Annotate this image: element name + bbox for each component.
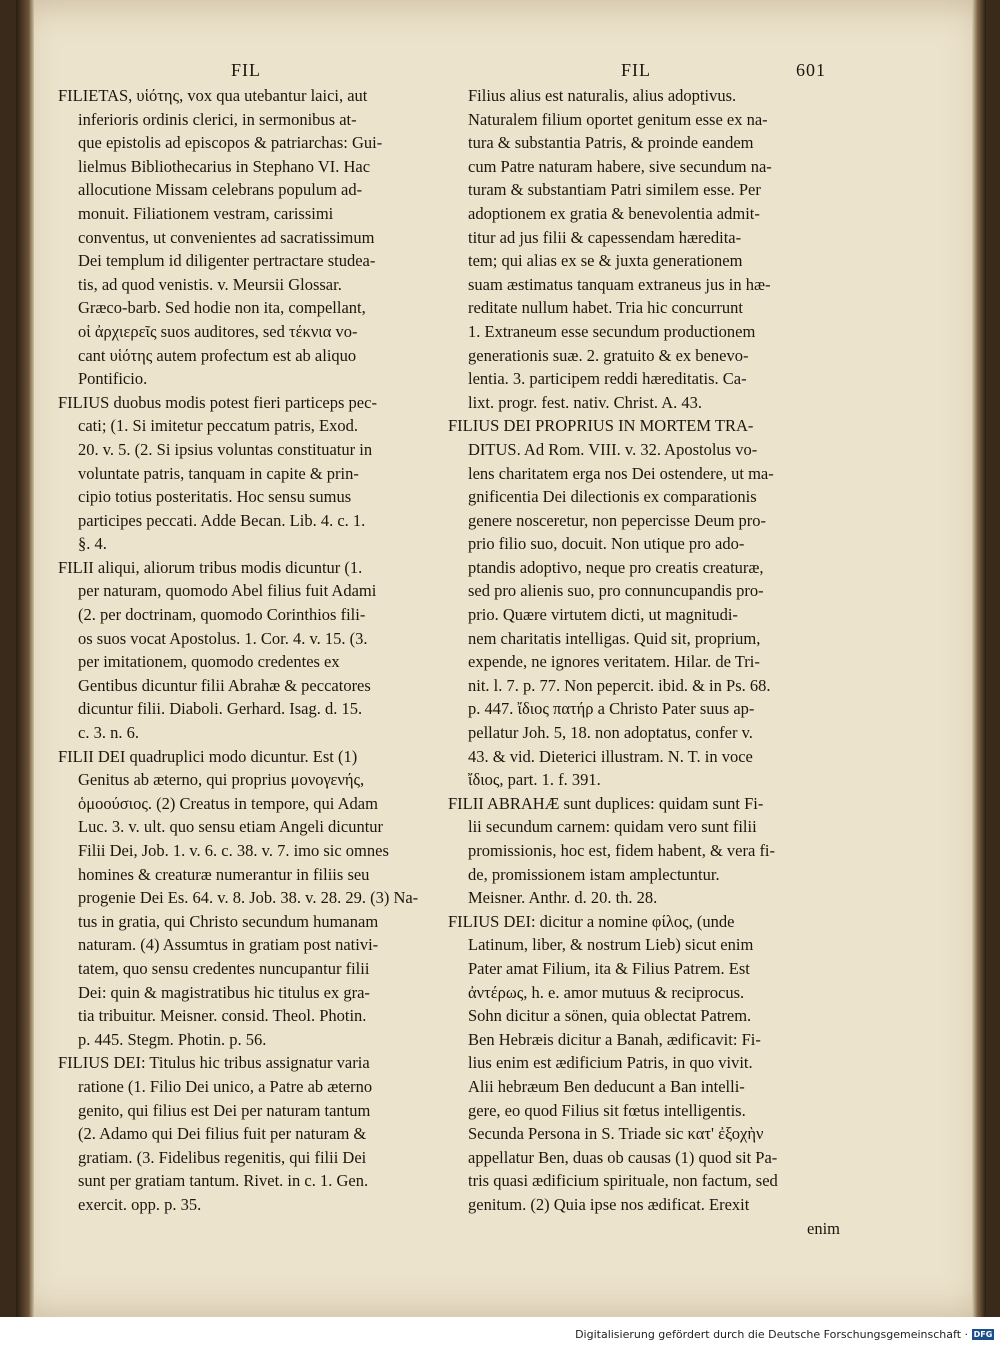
text-line: Alii hebræum Ben deducunt a Ban intelli-: [468, 1076, 745, 1096]
right-column: [448, 84, 840, 1240]
text-line: Græco-barb. Sed hodie non ita, compellant,: [78, 298, 366, 318]
text-line: Latinum, liber, & nostrum Lieb) sicut enim: [468, 935, 754, 955]
text-line: 43. & vid. Dieterici illustram. N. T. in voce: [468, 746, 753, 766]
text-line: (2. per doctrinam, quomodo Corinthios fili-: [78, 605, 366, 625]
footer-text: Digitalisierung gefördert durch die Deutsche Forschungsgemeinschaft ·: [575, 1328, 968, 1341]
text-line: Gentibus dicuntur filii Abrahæ & peccatores: [78, 675, 371, 695]
page-number: 601: [796, 60, 826, 80]
text-line: sed pro alienis suo, pro connuncupandis pro-: [468, 581, 764, 601]
text-line: voluntate patris, tanquam in capite & prin-: [78, 463, 359, 483]
text-line: inferioris ordinis clerici, in sermonibus at-: [78, 109, 357, 129]
text-line: Luc. 3. v. ult. quo sensu etiam Angeli dicuntur: [78, 817, 384, 837]
text-line: adoptionem ex gratia & benevolentia admit-: [468, 203, 760, 223]
text-line: Secunda Persona in S. Triade sic κατ' ἐξοχὴν: [468, 1124, 764, 1144]
text-line: allocutione Missam celebrans populum ad-: [78, 180, 363, 200]
text-line: monuit. Filiationem vestram, carissimi: [78, 203, 334, 223]
text-line: dicuntur filii. Diaboli. Gerhard. Isag. d. 15.: [78, 699, 363, 719]
text-line: gnificentia Dei dilectionis ex comparationis: [468, 487, 757, 507]
text-line: tis, ad quod venistis. v. Meursii Glossar.: [78, 274, 342, 294]
text-line: Filius alius est naturalis, alius adoptivus.: [468, 86, 737, 105]
text-line: genere nosceretur, non pepercisse Deum pro-: [468, 510, 767, 530]
text-line: gratiam. (3. Fidelibus regenitis, qui filii Dei: [78, 1147, 367, 1167]
page-right-edge: [972, 0, 986, 1318]
text-line: lii secundum carnem: quidam vero sunt filii: [468, 817, 757, 837]
text-line: ἴδιος, part. 1. f. 391.: [468, 770, 601, 790]
text-line: pellatur Joh. 5, 18. non adoptatus, confer v.: [468, 723, 753, 743]
text-line: progenie Dei Es. 64. v. 8. Job. 38. v. 28. 29. (3) Na-: [78, 888, 419, 908]
text-line: promissionis, hoc est, fidem habent, & vera fi-: [468, 841, 776, 860]
text-line: tus in gratia, qui Christo secundum humanam: [78, 911, 379, 931]
text-line: FILII aliqui, aliorum tribus modis dicuntur (1.: [58, 557, 363, 577]
text-line: per imitationem, quomodo credentes ex: [78, 652, 340, 672]
text-line: cum Patre naturam habere, sive secundum na-: [468, 156, 772, 176]
text-line: οἱ ἀρχιερεῖς suos auditores, sed τέκνια vo-: [78, 321, 358, 341]
text-line: p. 445. Stegm. Photin. p. 56.: [78, 1029, 267, 1049]
text-line: FILIUS duobus modis potest fieri particeps pec-: [58, 392, 377, 412]
running-head-left: FIL: [231, 60, 261, 80]
text-line: homines & creaturæ numerantur in filiis seu: [78, 864, 370, 884]
text-line: os suos vocat Apostolus. 1. Cor. 4. v. 15. (3.: [78, 628, 368, 648]
text-line: FILIUS DEI: Titulus hic tribus assignatur varia: [58, 1053, 370, 1073]
text-line: Pater amat Filium, ita & Filius Patrem. Est: [468, 958, 750, 978]
text-line: Genitus ab æterno, qui proprius μονογενής,: [78, 770, 365, 790]
text-line: tura & substantia Patris, & proinde eandem: [468, 133, 754, 153]
text-line: generationis suæ. 2. gratuito & ex benevo-: [468, 345, 749, 365]
running-head-right: FIL: [621, 60, 651, 80]
text-line: de, promissionem istam amplectuntur.: [468, 864, 720, 884]
text-line: FILII ABRAHÆ sunt duplices: quidam sunt Fi-: [448, 793, 764, 813]
text-line: ratione (1. Filio Dei unico, a Patre ab æterno: [78, 1076, 373, 1096]
text-line: Filii Dei, Job. 1. v. 6. c. 38. v. 7. imo sic omnes: [78, 841, 389, 860]
text-line: Ben Hebræis dicitur a Banah, ædificavit: Fi-: [468, 1029, 761, 1049]
text-line: Dei: quin & magistratibus hic titulus ex gra-: [78, 982, 370, 1002]
text-line: lixt. progr. fest. nativ. Christ. A. 43.: [468, 392, 703, 412]
text-line: tatem, quo sensu credentes nuncupantur filii: [78, 958, 370, 978]
text-line: Sohn dicitur a sönen, quia oblectat Patrem.: [468, 1006, 752, 1026]
text-line: 1. Extraneum esse secundum productionem: [468, 321, 756, 341]
left-column: [58, 84, 450, 1217]
text-line: FILIUS DEI PROPRIUS IN MORTEM TRA-: [448, 416, 754, 436]
text-line: que epistolis ad episcopos & patriarchas: Gui-: [78, 133, 383, 153]
text-line: nem charitatis intelligas. Quid sit, proprium,: [468, 628, 761, 648]
text-line: genito, qui filius est Dei per naturam tantum: [78, 1100, 371, 1120]
text-line: nit. l. 7. p. 77. Non pepercit. ibid. & in Ps. 68.: [468, 675, 771, 695]
text-line: cati; (1. Si imitetur peccatum patris, Exod.: [78, 416, 358, 436]
text-line: cipio totius posteritatis. Hoc sensu sumus: [78, 487, 352, 507]
text-line: prio. Quære virtutem dicti, ut magnitudi-: [468, 605, 738, 625]
text-line: expende, ne ignores veritatem. Hilar. de Tri-: [468, 652, 760, 672]
text-line: ὁμοούσιος. (2) Creatus in tempore, qui Adam: [78, 793, 378, 813]
page-left-edge: [16, 0, 34, 1318]
text-line: appellatur Ben, duas ob causas (1) quod sit Pa-: [468, 1147, 778, 1167]
text-line: exercit. opp. p. 35.: [78, 1194, 202, 1214]
footer: [575, 1328, 994, 1341]
text-line: FILIETAS, υἱότης, vox qua utebantur laici, aut: [58, 86, 368, 105]
text-line: tem; qui alias ex se & juxta generationem: [468, 251, 743, 271]
book-page: [16, 0, 986, 1318]
text-line: sunt per gratiam tantum. Rivet. in c. 1. Gen.: [78, 1171, 369, 1191]
text-line: participes peccati. Adde Becan. Lib. 4. c. 1.: [78, 510, 366, 530]
text-line: conventus, ut convenientes ad sacratissimum: [78, 227, 375, 247]
text-line: lens charitatem erga nos Dei ostendere, ut ma-: [468, 463, 774, 483]
text-line: cant υἱότης autem profectum est ab aliquo: [78, 345, 357, 365]
text-line: lentia. 3. participem reddi hæreditatis. Ca-: [468, 369, 747, 389]
text-line: FILII DEI quadruplici modo dicuntur. Est (1): [58, 746, 358, 766]
text-line: 20. v. 5. (2. Si ipsius voluntas constituatur in: [78, 439, 373, 459]
text-line: (2. Adamo qui Dei filius fuit per naturam &: [78, 1124, 367, 1144]
text-line: Meisner. Anthr. d. 20. th. 28.: [468, 888, 658, 908]
text-line: lielmus Bibliothecarius in Stephano VI. Hac: [78, 156, 371, 176]
text-line: gere, eo quod Filius sit fœtus intelligentis.: [468, 1100, 746, 1120]
text-line: tris quasi ædificium spirituale, non factum, sed: [468, 1171, 778, 1191]
text-line: §. 4.: [78, 534, 107, 554]
text-line: c. 3. n. 6.: [78, 723, 139, 743]
text-line: FILIUS DEI: dicitur a nomine φίλος, (unde: [448, 911, 735, 931]
dfg-logo-icon: DFG: [973, 1330, 993, 1339]
text-line: ptandis adoptivo, neque pro creatis creaturæ,: [468, 557, 764, 577]
text-line: Naturalem filium oportet genitum esse ex na-: [468, 109, 768, 129]
text-line: tia tribuitur. Meisner. consid. Theol. Photin.: [78, 1006, 367, 1026]
scan-footer-bar: [0, 1317, 1000, 1347]
text-line: genitum. (2) Quia ipse nos ædificat. Erexit: [468, 1194, 750, 1214]
text-line: per naturam, quomodo Abel filius fuit Adami: [78, 581, 377, 601]
text-line: reditate nullum habet. Tria hic concurrunt: [468, 298, 743, 318]
text-line: enim: [807, 1218, 840, 1238]
text-line: ἀντέρως, h. e. amor mutuus & reciprocus.: [468, 982, 745, 1002]
text-line: DITUS. Ad Rom. VIII. v. 32. Apostolus vo-: [468, 439, 758, 459]
text-line: naturam. (4) Assumtus in gratiam post nativi-: [78, 935, 379, 955]
text-line: Dei templum id diligenter pertractare studea-: [78, 251, 376, 271]
text-line: suam æstimatus tanquam extraneus jus in hæ-: [468, 274, 771, 294]
text-line: p. 447. ἴδιος πατήρ a Christo Pater suus ap-: [468, 699, 755, 719]
text-line: prio filio suo, docuit. Non utique pro ado-: [468, 534, 745, 554]
text-line: Pontificio.: [78, 369, 148, 389]
text-line: turam & substantiam Patri similem esse. Per: [468, 180, 761, 200]
text-line: titur ad jus filii & capessendam hæredita-: [468, 227, 742, 247]
text-line: lius enim est ædificium Patris, in quo vivit.: [468, 1053, 753, 1073]
